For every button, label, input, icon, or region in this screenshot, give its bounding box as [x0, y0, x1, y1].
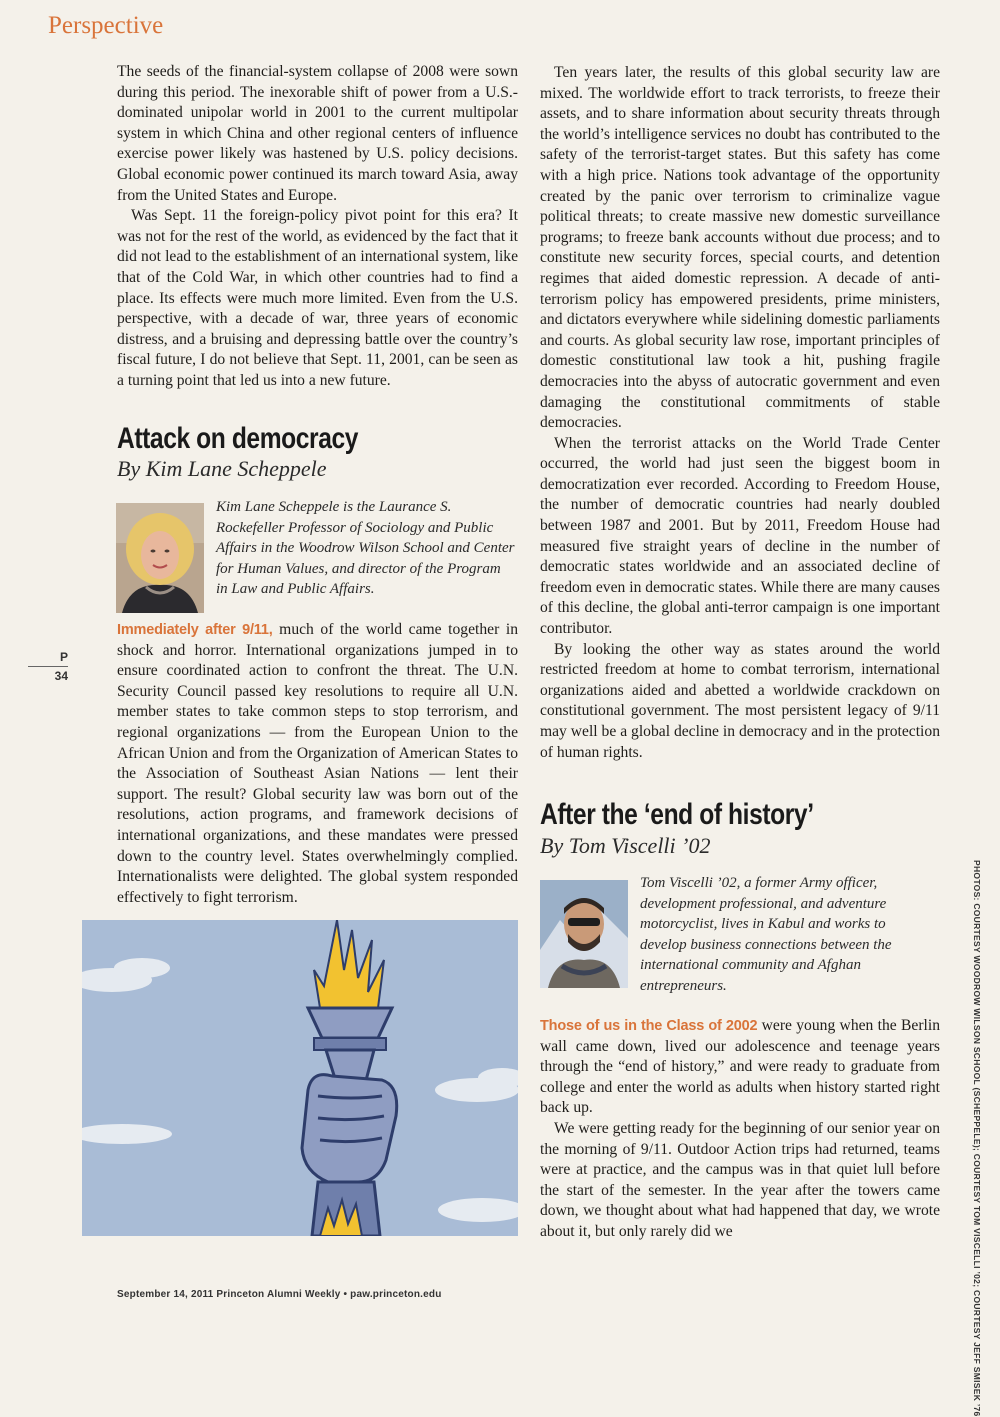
article2-lead-in: Those of us in the Class of 2002: [540, 1018, 758, 1034]
author-bio-scheppele: Kim Lane Scheppele is the Laurance S. Rockefeller Professor of Sociology and Public Affairs in the Woodrow Wilson School and Center for Human Values, and director of the Program in Law and Public Affairs.: [216, 499, 515, 598]
folio-rule: [28, 666, 68, 667]
article1-lead-in: Immediately after 9/11,: [117, 622, 273, 638]
page-footer: September 14, 2011 Princeton Alumni Weekly • paw.princeton.edu: [117, 1289, 442, 1300]
article2-body: [540, 1016, 940, 1243]
folio-letter: P: [59, 650, 68, 664]
photo-credit: PHOTOS: COURTESY WOODROW WILSON SCHOOL (SCHEPPELE); COURTESY TOM VISCELLI ’02; COURTESY JEFF SMISEK ’76: [972, 860, 982, 1417]
body-paragraph: The seeds of the financial-system collapse of 2008 were sown during this period. The inexorable shift of power from a U.S.-dominated unipolar world in 2001 to the current multipolar system in which China and other regional centers of influence exercise power likely was hastened by U.S. policy decisions. Global economic power continued its march toward Asia, away from the United States and Europe.: [117, 63, 518, 204]
article-byline-scheppele: By Kim Lane Scheppele: [117, 456, 327, 481]
body-paragraph: When the terrorist attacks on the World Trade Center occurred, the world had just seen the biggest boom in democratization ever recorded. According to Freedom House, the number of democratic countries had nearly doubled between 1987 and 2001. But by 2011, Freedom House had measured five straight years of decline in the number of democratic states worldwide and an associated decline of freedom even in democratic states. While there are many causes of this decline, the global anti-terror campaign is one important contributor.: [540, 434, 940, 638]
article1-lead-paragraph: [117, 620, 518, 908]
torch-illustration: [82, 920, 518, 1236]
body-paragraph: Was Sept. 11 the foreign-policy pivot point for this era? It was not for the rest of the world, as evidenced by the fact that it did not lead to the establishment of an international system, like that of the Cold War, in which other countries had to find a place. Its effects were much more limited. Even from the U.S. perspective, with a decade of war, three years of economic distress, and a bruising and depressing battle over the country’s fiscal future, I do not believe that Sept. 11, 2001, can be seen as a turning point that led us into a new future.: [117, 207, 518, 389]
article2-lead-paragraph: [540, 1016, 940, 1119]
article1-lead-body: much of the world came together in shock and horror. International organizations jumped in to ensure coordinated action to confront the threat. The U.N. Security Council passed key resolutions to require all U.N. member states to take common steps to stop terrorism, and regional organizations — from the European Union to the African Union and from the Organization of American States to the Association of Southeast Asian Nations — lent their support. The result? Global security law was born out of the resolutions, action programs, and framework decisions of international organizations, and these mandates were pressed down to the country level. States overwhelmingly complied. Internationalists were delighted. The global system responded effectively to fight terrorism.: [117, 621, 519, 906]
article1-body-continued: [540, 63, 940, 763]
body-paragraph: Ten years later, the results of this global security law are mixed. The worldwide effort to track terrorists, to freeze their assets, and to share information about security threats through the world’s intelligence services no doubt has contributed to the safety of the terrorist-target states. But this safety has come with a high price. Nations took advantage of the opportunity created by the panic over terrorism to criminalize vague political threats; to create massive new domestic surveillance programs; to freeze bank accounts without due process; and to constitute new security forces, special courts, and detention regimes that aided domestic repression. A decade of anti-terrorism policy has empowered presidents, prime ministers, and dictators everywhere while sidelining domestic parliaments and courts. As global security law rose, important principles of domestic constitutional law took a hit, pushing fragile democracies into the abyss of autocratic government and even damaging the constitutional commitments of stable democracies.: [540, 64, 940, 432]
article1-body: [117, 620, 518, 908]
article-headline-end-of-history: After the ‘end of history’: [540, 798, 814, 831]
article-headline-attack-on-democracy: Attack on democracy: [117, 422, 359, 455]
author-photo-scheppele: [116, 503, 204, 613]
article-byline-viscelli: By Tom Viscelli ’02: [540, 833, 711, 858]
article2-lead-body: were young when the Berlin wall came down, lived our adolescence and teenage years through the “end of history,” and were ready to graduate from college and enter the world as adults when history started right back up.: [540, 1017, 941, 1117]
author-bio-viscelli: Tom Viscelli ’02, a former Army officer, development professional, and adventure motorcyclist, lives in Kabul and works to develop business connections between the international community and Afghan entrepreneurs.: [640, 875, 892, 994]
page-folio: [0, 650, 68, 683]
section-label: Perspective: [48, 12, 164, 39]
author-photo-viscelli: [540, 880, 628, 988]
folio-number: 34: [54, 669, 68, 683]
left-column-intro: [117, 62, 518, 392]
body-paragraph: We were getting ready for the beginning of our senior year on the morning of 9/11. Outdoor Action trips had returned, teams were at practice, and the campus was in that quiet lull before the start of the semester. In the year after the towers came down, we thought about what had happened that day, we wrote about it, but only rarely did we: [540, 1119, 940, 1240]
body-paragraph: By looking the other way as states around the world restricted freedom at home to combat terrorism, international organizations aided and abetted a worldwide crackdown on constitutional government. The most persistent legacy of 9/11 may well be a global decline in democracy and in the protection of human rights.: [540, 640, 940, 761]
